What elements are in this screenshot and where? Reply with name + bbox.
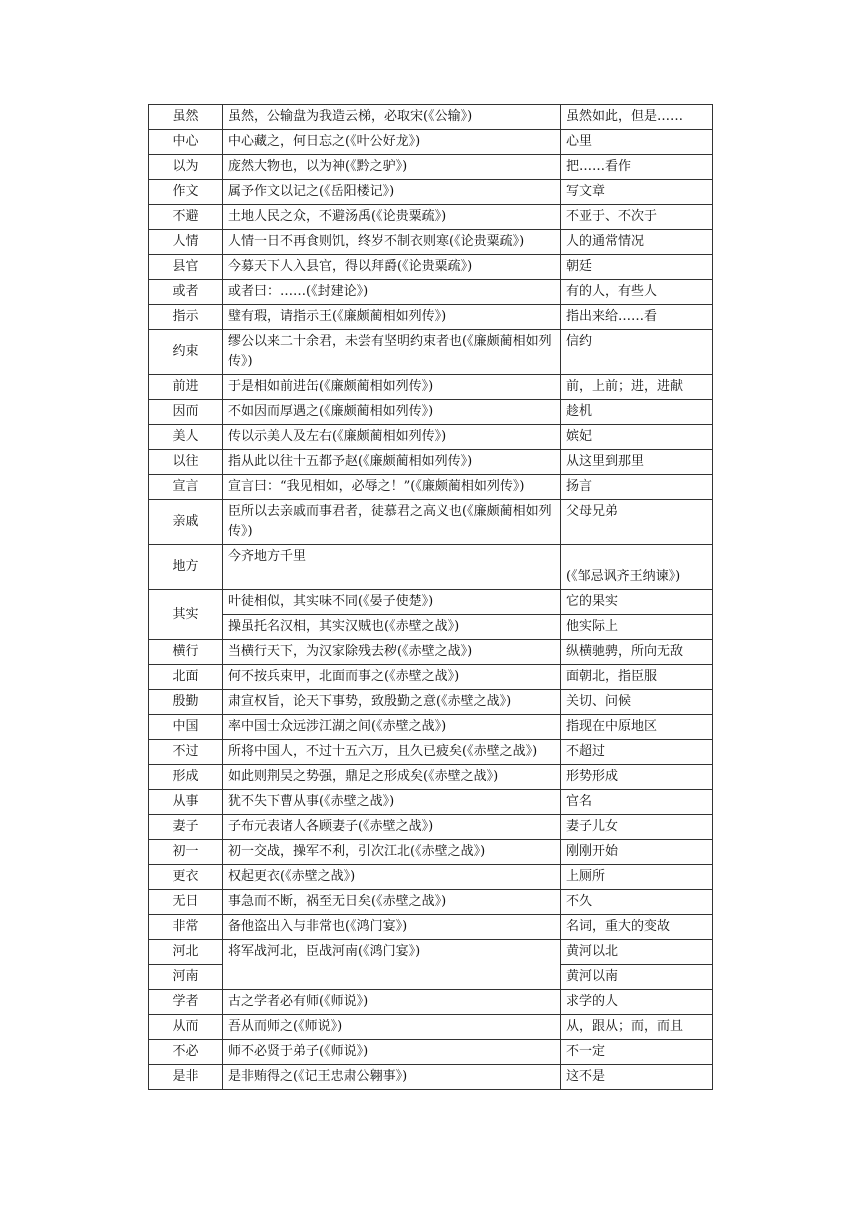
meaning-cell: 名词，重大的变故 xyxy=(561,915,713,940)
example-cell: 庞然大物也，以为神(《黔之驴》) xyxy=(223,155,561,180)
example-cell: 土地人民之众，不避汤禹(《论贵粟疏》) xyxy=(223,205,561,230)
table-row xyxy=(149,155,713,180)
word-cell: 虽然 xyxy=(149,105,223,130)
word-cell: 亲戚 xyxy=(149,500,223,545)
example-cell: 何不按兵束甲，北面而事之(《赤壁之战》) xyxy=(223,665,561,690)
table-row xyxy=(149,230,713,255)
example-cell: 犹不失下曹从事(《赤壁之战》) xyxy=(223,790,561,815)
meaning-cell: 朝廷 xyxy=(561,255,713,280)
table-row xyxy=(149,1065,713,1090)
meaning-cell: 心里 xyxy=(561,130,713,155)
table-row xyxy=(149,180,713,205)
word-cell: 宣言 xyxy=(149,475,223,500)
example-cell: 所将中国人，不过十五六万，且久已疲矣(《赤壁之战》) xyxy=(223,740,561,765)
table-row xyxy=(149,790,713,815)
table-row xyxy=(149,840,713,865)
word-cell: 以往 xyxy=(149,450,223,475)
table-row xyxy=(149,280,713,305)
example-cell: 初一交战，操军不利，引次江北(《赤壁之战》) xyxy=(223,840,561,865)
meaning-cell: 嫔妃 xyxy=(561,425,713,450)
word-cell: 不必 xyxy=(149,1040,223,1065)
word-cell: 北面 xyxy=(149,665,223,690)
example-cell: 宣言曰：“我见相如，必辱之！”(《廉颇蔺相如列传》) xyxy=(223,475,561,500)
table-row xyxy=(149,915,713,940)
meaning-cell: 妻子儿女 xyxy=(561,815,713,840)
table-row xyxy=(149,640,713,665)
table-row xyxy=(149,765,713,790)
table-row xyxy=(149,475,713,500)
meaning-cell: 刚刚开始 xyxy=(561,840,713,865)
table-row xyxy=(149,1015,713,1040)
meaning-cell: 不亚于、不次于 xyxy=(561,205,713,230)
meaning-cell: 上厕所 xyxy=(561,865,713,890)
table-row xyxy=(149,1040,713,1065)
word-cell: 妻子 xyxy=(149,815,223,840)
table-row xyxy=(149,425,713,450)
word-cell: 作文 xyxy=(149,180,223,205)
table-row xyxy=(149,865,713,890)
meaning-cell: 不一定 xyxy=(561,1040,713,1065)
meaning-cell: 关切、问候 xyxy=(561,690,713,715)
table-row xyxy=(149,940,713,965)
word-cell: 人情 xyxy=(149,230,223,255)
meaning-cell: 指现在中原地区 xyxy=(561,715,713,740)
example-cell: 将军战河北，臣战河南(《鸿门宴》) xyxy=(223,940,561,990)
word-cell: 学者 xyxy=(149,990,223,1015)
word-cell: 前进 xyxy=(149,375,223,400)
table-row xyxy=(149,400,713,425)
meaning-cell: 从这里到那里 xyxy=(561,450,713,475)
table-row xyxy=(149,815,713,840)
word-cell: 县官 xyxy=(149,255,223,280)
table-row xyxy=(149,690,713,715)
word-cell: 中国 xyxy=(149,715,223,740)
word-cell: 中心 xyxy=(149,130,223,155)
example-cell: 吾从而师之(《师说》) xyxy=(223,1015,561,1040)
example-cell: 备他盗出入与非常也(《鸿门宴》) xyxy=(223,915,561,940)
word-cell: 地方 xyxy=(149,545,223,590)
meaning-cell: 指出来给……看 xyxy=(561,305,713,330)
table-row xyxy=(149,305,713,330)
word-cell: 无日 xyxy=(149,890,223,915)
example-cell: 今募天下人入县官，得以拜爵(《论贵粟疏》) xyxy=(223,255,561,280)
table-row xyxy=(149,615,713,640)
table-row xyxy=(149,375,713,400)
table-row xyxy=(149,330,713,375)
meaning-cell: 有的人，有些人 xyxy=(561,280,713,305)
example-cell: 臣所以去亲戚而事君者，徒慕君之高义也(《廉颇蔺相如列传》) xyxy=(223,500,561,545)
example-cell: 率中国士众远涉江湖之间(《赤壁之战》) xyxy=(223,715,561,740)
meaning-cell: 父母兄弟 xyxy=(561,500,713,545)
table-row xyxy=(149,255,713,280)
meaning-cell: 面朝北，指臣服 xyxy=(561,665,713,690)
meaning-cell: 它的果实 xyxy=(561,590,713,615)
meaning-cell: 信约 xyxy=(561,330,713,375)
example-cell: 人情一日不再食则饥，终岁不制衣则寒(《论贵粟疏》) xyxy=(223,230,561,255)
example-cell: 师不必贤于弟子(《师说》) xyxy=(223,1040,561,1065)
vocabulary-table xyxy=(148,104,713,1090)
table-row xyxy=(149,740,713,765)
meaning-cell: 人的通常情况 xyxy=(561,230,713,255)
example-cell: 古之学者必有师(《师说》) xyxy=(223,990,561,1015)
example-cell: 权起更衣(《赤壁之战》) xyxy=(223,865,561,890)
word-cell: 从而 xyxy=(149,1015,223,1040)
word-cell: 横行 xyxy=(149,640,223,665)
meaning-cell: 不久 xyxy=(561,890,713,915)
meaning-cell: 他实际上 xyxy=(561,615,713,640)
example-cell: 璧有瑕，请指示王(《廉颇蔺相如列传》) xyxy=(223,305,561,330)
example-cell: 如此则荆吴之势强，鼎足之形成矣(《赤壁之战》) xyxy=(223,765,561,790)
word-cell: 河北 xyxy=(149,940,223,965)
table-row xyxy=(149,715,713,740)
meaning-cell: 趁机 xyxy=(561,400,713,425)
table-row xyxy=(149,890,713,915)
word-cell: 因而 xyxy=(149,400,223,425)
example-cell: 不如因而厚遇之(《廉颇蔺相如列传》) xyxy=(223,400,561,425)
word-cell: 非常 xyxy=(149,915,223,940)
table-row xyxy=(149,130,713,155)
table-row xyxy=(149,450,713,475)
table-row xyxy=(149,665,713,690)
meaning-cell: 形势形成 xyxy=(561,765,713,790)
table-row xyxy=(149,500,713,545)
example-cell: 叶徒相似，其实味不同(《晏子使楚》) xyxy=(223,590,561,615)
meaning-cell: 黄河以南 xyxy=(561,965,713,990)
example-cell: 肃宣权旨，论天下事势，致殷勤之意(《赤壁之战》) xyxy=(223,690,561,715)
table-row xyxy=(149,990,713,1015)
example-cell: 虽然，公输盘为我造云梯，必取宋(《公输》) xyxy=(223,105,561,130)
example-cell: 或者曰：……(《封建论》) xyxy=(223,280,561,305)
meaning-cell: 纵横驰骋，所向无敌 xyxy=(561,640,713,665)
meaning-cell: 从，跟从；而，而且 xyxy=(561,1015,713,1040)
word-cell: 形成 xyxy=(149,765,223,790)
table-row xyxy=(149,205,713,230)
word-cell: 其实 xyxy=(149,590,223,640)
word-cell: 从事 xyxy=(149,790,223,815)
example-cell: 事急而不断，祸至无日矣(《赤壁之战》) xyxy=(223,890,561,915)
table-row xyxy=(149,545,713,590)
example-cell: 属予作文以记之(《岳阳楼记》) xyxy=(223,180,561,205)
example-cell: 是非贿得之(《记王忠肃公翱事》) xyxy=(223,1065,561,1090)
meaning-cell: 虽然如此，但是…… xyxy=(561,105,713,130)
meaning-cell: 扬言 xyxy=(561,475,713,500)
meaning-cell: 不超过 xyxy=(561,740,713,765)
word-cell: 约束 xyxy=(149,330,223,375)
meaning-cell: 官名 xyxy=(561,790,713,815)
table-row xyxy=(149,105,713,130)
word-cell: 是非 xyxy=(149,1065,223,1090)
example-cell: 当横行天下，为汉家除残去秽(《赤壁之战》) xyxy=(223,640,561,665)
word-cell: 河南 xyxy=(149,965,223,990)
example-cell: 缪公以来二十余君，未尝有坚明约束者也(《廉颇蔺相如列传》) xyxy=(223,330,561,375)
word-cell: 美人 xyxy=(149,425,223,450)
example-cell: 子布元表诸人各顾妻子(《赤壁之战》) xyxy=(223,815,561,840)
example-cell: 操虽托名汉相，其实汉贼也(《赤壁之战》) xyxy=(223,615,561,640)
word-cell: 更衣 xyxy=(149,865,223,890)
table-row xyxy=(149,590,713,615)
example-cell: 于是相如前进缶(《廉颇蔺相如列传》) xyxy=(223,375,561,400)
meaning-cell: (《邹忌讽齐王纳谏》) xyxy=(561,545,713,590)
example-cell: 今齐地方千里 xyxy=(223,545,561,590)
word-cell: 以为 xyxy=(149,155,223,180)
word-cell: 殷勤 xyxy=(149,690,223,715)
word-cell: 指示 xyxy=(149,305,223,330)
example-cell: 中心藏之，何日忘之(《叶公好龙》) xyxy=(223,130,561,155)
example-cell: 传以示美人及左右(《廉颇蔺相如列传》) xyxy=(223,425,561,450)
meaning-cell: 这不是 xyxy=(561,1065,713,1090)
word-cell: 不避 xyxy=(149,205,223,230)
meaning-cell: 黄河以北 xyxy=(561,940,713,965)
word-cell: 或者 xyxy=(149,280,223,305)
meaning-cell: 把……看作 xyxy=(561,155,713,180)
example-cell: 指从此以往十五都予赵(《廉颇蔺相如列传》) xyxy=(223,450,561,475)
word-cell: 初一 xyxy=(149,840,223,865)
word-cell: 不过 xyxy=(149,740,223,765)
meaning-cell: 求学的人 xyxy=(561,990,713,1015)
meaning-cell: 前，上前；进，进献 xyxy=(561,375,713,400)
meaning-cell: 写文章 xyxy=(561,180,713,205)
